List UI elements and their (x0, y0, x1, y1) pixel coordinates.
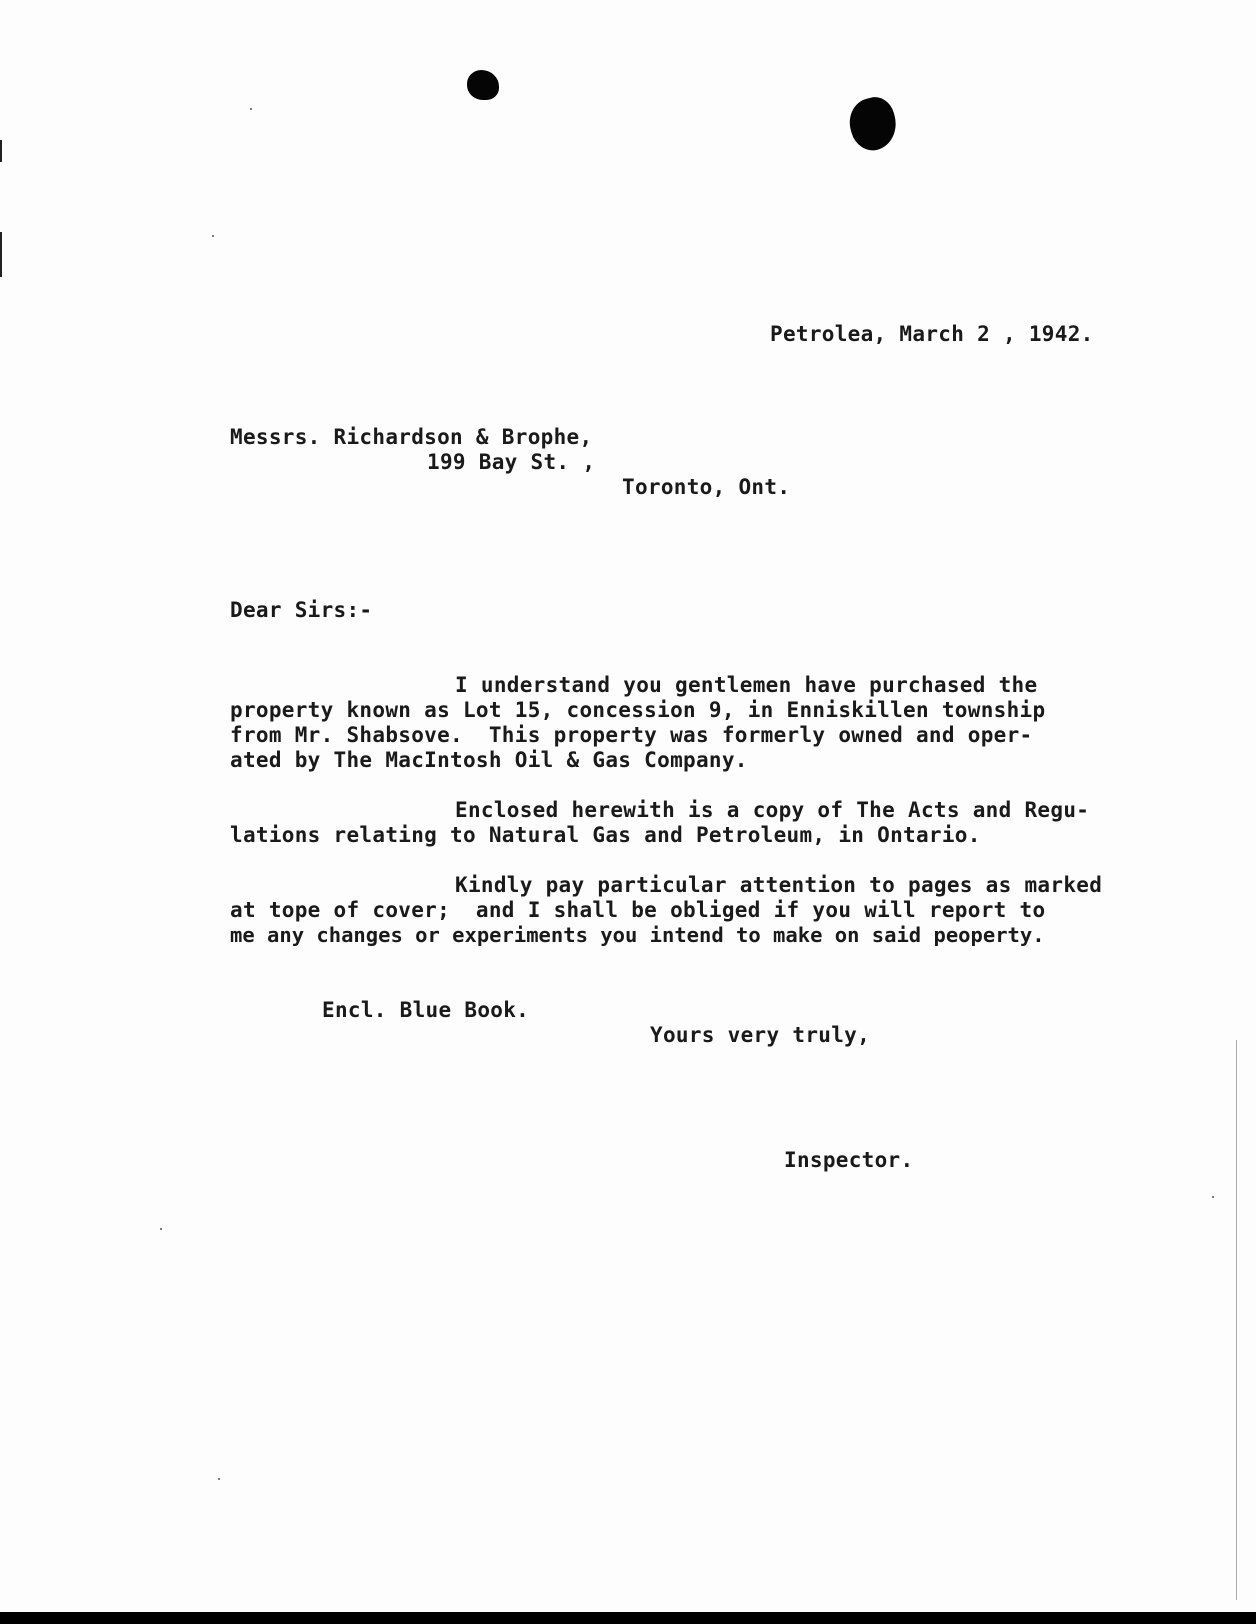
body-line-6: lations relating to Natural Gas and Petroleum, in Ontario. (230, 823, 981, 847)
enclosure-note: Encl. Blue Book. (322, 998, 530, 1022)
speck (1212, 1196, 1214, 1198)
body-line-2: property known as Lot 15, concession 9, in Enniskillen township (230, 698, 1046, 722)
body-line-9: me any changes or experiments you intend to make on said peoperty. (230, 923, 1045, 947)
body-line-7: Kindly pay particular attention to pages as marked (455, 873, 1103, 897)
recipient-name: Messrs. Richardson & Brophe, (230, 425, 593, 449)
scan-bottom-border (0, 1612, 1256, 1624)
closing: Yours very truly, (650, 1023, 871, 1047)
edge-mark-1 (0, 140, 2, 162)
signature-title: Inspector. (784, 1148, 914, 1172)
edge-mark-2 (0, 232, 2, 277)
body-line-4: ated by The MacIntosh Oil & Gas Company. (230, 748, 748, 772)
dateline: Petrolea, March 2 , 1942. (770, 322, 1094, 346)
body-line-5: Enclosed herewith is a copy of The Acts and Regu- (455, 798, 1090, 822)
recipient-city: Toronto, Ont. (622, 475, 791, 499)
salutation: Dear Sirs:- (230, 598, 373, 622)
body-line-3: from Mr. Shabsove. This property was formerly owned and oper- (230, 723, 1033, 747)
speck (212, 235, 214, 237)
ink-blot-right (844, 93, 902, 155)
speck (218, 1478, 220, 1480)
recipient-street: 199 Bay St. , (427, 450, 596, 474)
speck (250, 108, 252, 110)
body-line-1: I understand you gentlemen have purchased the (455, 673, 1038, 697)
ink-blot-left (467, 70, 499, 100)
speck (160, 1228, 162, 1230)
body-line-8: at tope of cover; and I shall be obliged if you will report to (230, 898, 1046, 922)
edge-mark-right (1236, 1040, 1237, 1600)
